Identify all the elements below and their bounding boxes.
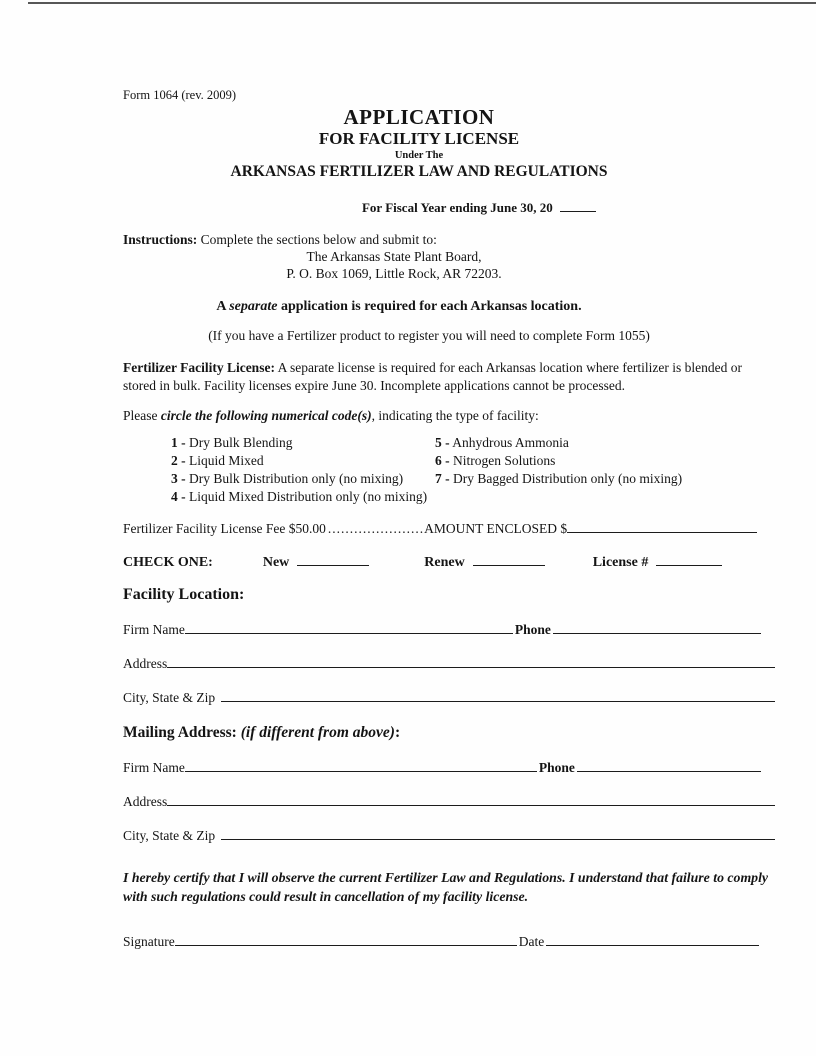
license-info-paragraph — [123, 359, 775, 395]
date-blank[interactable] — [546, 932, 759, 946]
check-one-row — [123, 552, 775, 571]
mailing-heading-italic: (if different from above) — [240, 724, 395, 742]
code-item-6[interactable] — [435, 453, 555, 470]
mailing-city-state-zip-blank[interactable] — [221, 826, 775, 840]
form-number: Form 1064 (rev. 2009) — [123, 88, 237, 102]
mailing-phone-blank[interactable] — [577, 758, 761, 772]
mailing-phone-label: Phone — [538, 760, 575, 776]
circle-emphasis: circle the following numerical code(s) — [160, 407, 372, 423]
facility-location-heading: Facility Location: — [123, 586, 245, 604]
code-label-5: Anhydrous Ammonia — [452, 434, 569, 450]
submit-address-line1: The Arkansas State Plant Board, — [306, 248, 482, 264]
fee-dot-leader: ...................... — [327, 521, 425, 537]
facility-city-state-zip-blank[interactable] — [221, 688, 775, 702]
submit-address-line2: P. O. Box 1069, Little Rock, AR 72203. — [286, 266, 502, 282]
fiscal-year-line — [183, 198, 775, 216]
fee-line — [123, 519, 775, 537]
title-facility-license: FOR FACILITY LICENSE — [318, 129, 520, 149]
mailing-heading-label: Mailing Address: — [123, 724, 237, 742]
license-info-label: Fertilizer Facility License: — [123, 360, 275, 376]
code-item-3[interactable] — [171, 471, 435, 488]
code-number-7: 7 - — [435, 470, 450, 486]
amount-enclosed-blank[interactable] — [567, 519, 757, 533]
code-number-5: 5 - — [435, 434, 450, 450]
title-arkansas-law: ARKANSAS FERTILIZER LAW AND REGULATIONS — [230, 163, 608, 181]
instructions-block — [123, 231, 775, 283]
renew-label: Renew — [424, 555, 465, 571]
code-label-3: Dry Bulk Distribution only (no mixing) — [189, 470, 404, 486]
code-item-7[interactable] — [435, 471, 682, 488]
facility-address-label: Address — [123, 656, 168, 672]
separate-note-italic: separate — [229, 299, 278, 315]
certification-statement: I hereby certify that I will observe the current Fertilizer Law and Regulations. I understand that failure to comply with such regulations could result in cancellation of my facility license. — [123, 870, 769, 904]
form-title-block — [123, 105, 715, 182]
new-blank[interactable] — [297, 552, 369, 566]
renew-blank[interactable] — [473, 552, 545, 566]
signature-label: Signature — [123, 933, 175, 949]
facility-address-blank[interactable] — [167, 654, 775, 668]
separate-application-note — [123, 299, 675, 315]
mailing-address-blank[interactable] — [167, 792, 775, 806]
license-number-blank[interactable] — [656, 552, 722, 566]
code-label-4: Liquid Mixed Distribution only (no mixing) — [189, 488, 428, 504]
code-label-6: Nitrogen Solutions — [453, 452, 556, 468]
new-label: New — [262, 555, 290, 571]
mailing-firm-name-row — [123, 758, 775, 776]
code-row-3 — [171, 471, 775, 488]
code-number-3: 3 - — [171, 470, 186, 486]
code-row-4 — [171, 489, 775, 506]
separate-note-suffix: application is required for each Arkansas location. — [277, 299, 582, 315]
license-info-text: A separate license is required for each Arkansas location where fertilizer is blended or stored in bulk. Facility licenses expire June 30. Incomplete applications cannot be processed. — [123, 360, 742, 394]
mailing-address-label: Address — [123, 794, 168, 810]
facility-firm-name-label: Firm Name — [123, 622, 185, 638]
mailing-address-heading — [123, 724, 775, 742]
instructions-text: Complete the sections below and submit to: — [200, 231, 437, 247]
form-content — [123, 88, 775, 950]
scan-edge-artifact — [28, 2, 816, 4]
fiscal-year-blank[interactable] — [560, 198, 596, 212]
circle-codes-instruction — [123, 408, 775, 424]
code-row-1 — [171, 435, 775, 452]
code-number-4: 4 - — [171, 488, 186, 504]
facility-address-row — [123, 654, 775, 672]
fiscal-year-label: For Fiscal Year ending June 30, 20 — [361, 199, 553, 215]
code-number-6: 6 - — [435, 452, 450, 468]
form-1055-note: (If you have a Fertilizer product to register you will need to complete Form 1055) — [208, 328, 650, 344]
mailing-city-state-zip-row — [123, 826, 775, 844]
code-label-2: Liquid Mixed — [189, 452, 264, 468]
facility-firm-name-blank[interactable] — [185, 620, 513, 634]
separate-note-prefix: A — [216, 299, 230, 315]
check-one-label: CHECK ONE: — [123, 555, 213, 571]
facility-city-state-zip-label: City, State & Zip — [123, 690, 216, 706]
signature-row — [123, 932, 775, 950]
mailing-firm-name-label: Firm Name — [123, 760, 185, 776]
circle-suffix: , indicating the type of facility: — [371, 407, 539, 423]
code-number-2: 2 - — [171, 452, 186, 468]
code-item-2[interactable] — [171, 453, 435, 470]
mailing-firm-name-blank[interactable] — [185, 758, 537, 772]
code-row-2 — [171, 453, 775, 470]
facility-firm-name-row — [123, 620, 775, 638]
code-item-5[interactable] — [435, 435, 569, 452]
mailing-city-state-zip-label: City, State & Zip — [123, 828, 216, 844]
instructions-label: Instructions: — [123, 231, 198, 247]
license-number-label: License # — [592, 555, 649, 571]
title-under-the: Under The — [394, 149, 444, 161]
signature-blank[interactable] — [175, 932, 517, 946]
facility-city-state-zip-row — [123, 688, 775, 706]
mailing-address-row — [123, 792, 775, 810]
code-label-1: Dry Bulk Blending — [189, 434, 293, 450]
mailing-heading-colon: : — [394, 724, 401, 742]
facility-phone-label: Phone — [514, 622, 551, 638]
facility-phone-blank[interactable] — [553, 620, 761, 634]
date-label: Date — [518, 933, 545, 949]
fee-label: Fertilizer Facility License Fee $50.00 — [123, 521, 326, 537]
instructions-line — [123, 231, 775, 248]
code-label-7: Dry Bagged Distribution only (no mixing) — [453, 470, 683, 486]
title-application: APPLICATION — [343, 105, 495, 129]
amount-enclosed-label: AMOUNT ENCLOSED $ — [424, 521, 568, 537]
code-item-4[interactable] — [171, 489, 435, 506]
circle-prefix: Please — [123, 407, 161, 423]
code-number-1: 1 - — [171, 434, 186, 450]
code-item-1[interactable] — [171, 435, 435, 452]
facility-code-list — [171, 435, 775, 506]
